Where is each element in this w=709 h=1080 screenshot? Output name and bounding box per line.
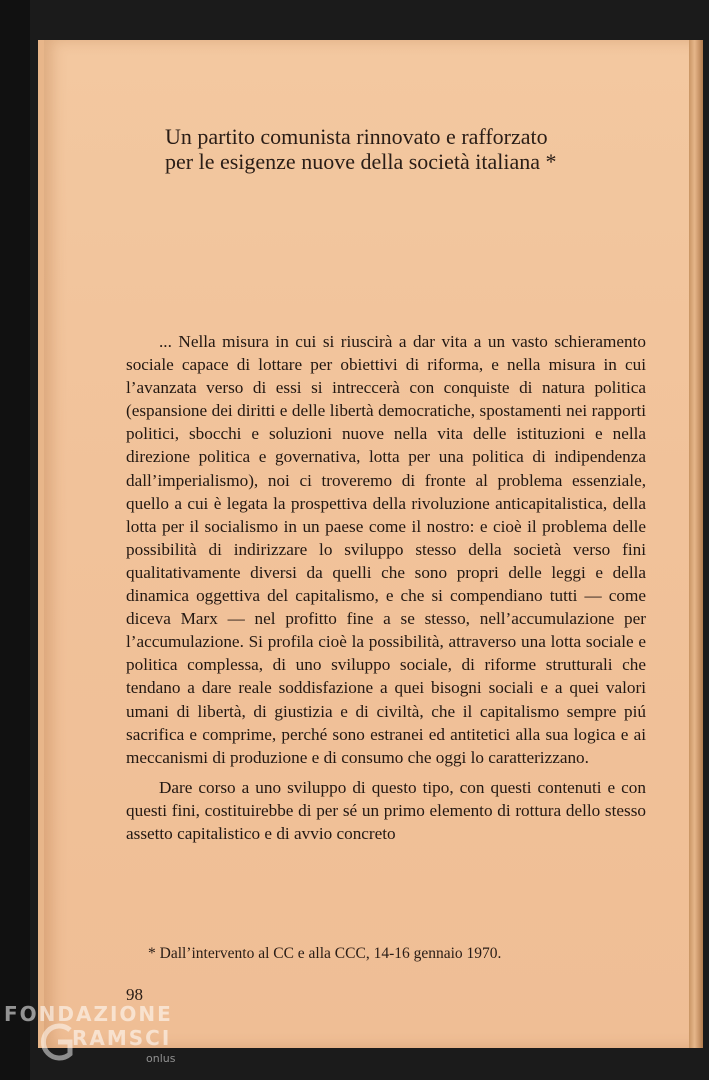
watermark bbox=[4, 1000, 204, 1070]
paragraph-1: ... Nella misura in cui si riuscirà a dar vita a un vasto schieramento sociale capace di lottare per obiettivi di riforma, e nella misura in cui l’avanzata verso di essi si intreccerà con conquiste di natura politica (espansione dei diritti e delle libertà democratiche, spostamenti nei rapporti politici, sbocchi e soluzioni nuove nella vita delle istituzioni e nella direzione politica e governativa, lotta per una politica di indipendenza dall’imperialismo), noi ci troveremo di fronte al problema essenziale, quello a cui è legata la prospettiva della rivoluzione anticapitalistica, della lotta per il socialismo in un paese come il nostro: e cioè il problema delle possibilità di indirizzare lo sviluppo stesso della società verso fini qualitativamente diversi da quelli che sono propri delle leggi e della dinamica oggettiva del capitalismo, e che si compendiano tutti — come diceva Marx — nel profitto fine a se stesso, nell’accumulazione per l’accumulazione. Si profila cioè la possibilità, attraverso una lotta sociale e politica complessa, di uno sviluppo sociale, di riforme strutturali che tendano a dare reale soddisfazione a quei bisogni sociali e a quei valori umani di libertà, di giustizia e di civiltà, che il capitalismo sempre piú sacrifica e comprime, perché sono estranei ed antitetici alla sua logica e ai meccanismi di produzione e di consumo che oggi lo caratterizzano. bbox=[126, 332, 646, 767]
chapter-title bbox=[165, 124, 635, 174]
footnote: * Dall’intervento al CC e alla CCC, 14-16 gennaio 1970. bbox=[148, 945, 502, 962]
watermark-line-2: RAMSCI bbox=[72, 1026, 172, 1050]
page-number: 98 bbox=[126, 985, 143, 1004]
chapter-title-line-2: per le esigenze nuove della società italiana * bbox=[165, 149, 557, 174]
watermark-subtitle: onlus bbox=[146, 1052, 176, 1065]
chapter-title-line-1: Un partito comunista rinnovato e rafforzato bbox=[165, 124, 548, 149]
paragraph-2: Dare corso a uno sviluppo di questo tipo, con questi contenuti e con questi fini, costituirebbe di per sé un primo elemento di rottura dello stesso assetto capitalistico e di avvio concreto bbox=[126, 777, 646, 843]
book-spine bbox=[0, 0, 30, 1080]
body-text bbox=[126, 330, 646, 845]
watermark-line-1: FONDAZIONE bbox=[4, 1002, 173, 1026]
watermark-logo-icon bbox=[40, 1022, 76, 1062]
page-edge bbox=[689, 40, 703, 1048]
